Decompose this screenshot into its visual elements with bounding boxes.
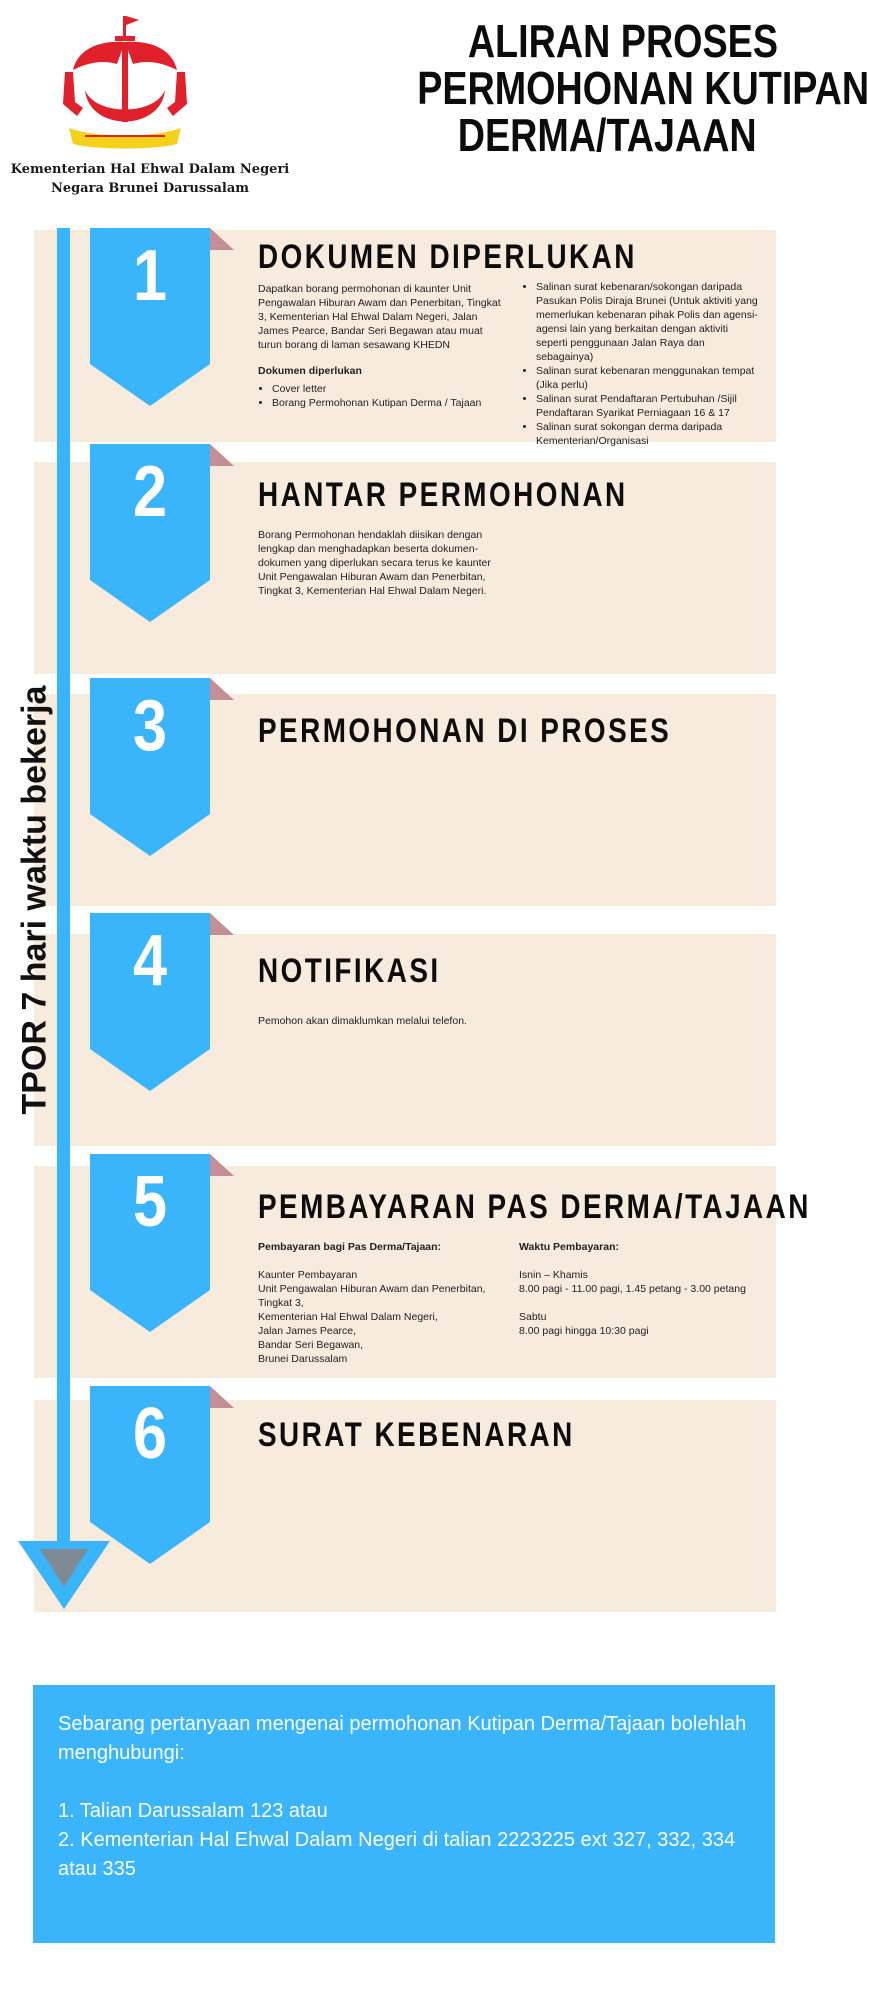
step-1-left-text	[258, 282, 506, 410]
step-4-title: NOTIFIKASI	[258, 952, 441, 990]
timeline-arrow-shaft	[57, 228, 70, 1558]
step-1-docs-right-list	[522, 280, 760, 448]
step-5-right-line: Sabtu	[519, 1311, 547, 1323]
step-6-title: SURAT KEBENARAN	[258, 1416, 575, 1454]
list-item: • Cover letter	[272, 382, 506, 396]
step-5-right-line: 8.00 pagi hingga 10:30 pagi	[519, 1325, 649, 1337]
step-1-fold	[210, 228, 234, 250]
contact-panel	[33, 1685, 775, 1943]
step-1-right-text	[522, 280, 760, 448]
list-item: • Salinan surat kebenaran menggunakan tempat (Jika perlu)	[536, 364, 760, 392]
step-5-fold	[210, 1154, 234, 1176]
step-2-text: Borang Permohonan hendaklah diisikan dengan lengkap dan menghadapkan beserta dokumen-dokumen yang diperlukan secara terus ke kaunter Unit Pengawalan Hiburan Awam dan Penerbitan, Tingkat 3, Kementerian Hal Ehwal Dalam Negeri.	[258, 529, 491, 597]
step-4-marker	[90, 913, 210, 1093]
step-3-marker	[90, 678, 210, 858]
step-2-fold	[210, 444, 234, 466]
list-item: • Salinan surat kebenaran/sokongan daripada Pasukan Polis Diraja Brunei (Untuk aktiviti yang memerlukan kebenaran pihak Polis dan agensi-agensi lain yang berkaitan dengan aktiviti seperti penggunaan Jalan Raya dan sebagainya)	[536, 280, 760, 364]
step-5-right-line: Isnin – Khamis	[519, 1269, 588, 1281]
step-1-number: 1	[132, 236, 168, 316]
contact-line-1: 1. Talian Darussalam 123 atau	[58, 1800, 328, 1822]
national-emblem-logo	[55, 12, 195, 162]
step-4-fold	[210, 913, 234, 935]
step-5-left-heading: Pembayaran bagi Pas Derma/Tajaan:	[258, 1241, 442, 1253]
page-title-line-3: DERMA/TAJAAN	[457, 109, 757, 161]
step-3-number: 3	[132, 686, 168, 766]
step-6-fold	[210, 1386, 234, 1408]
step-1-docs-heading: Dokumen diperlukan	[258, 365, 362, 377]
step-1-marker	[90, 228, 210, 408]
step-5-title: PEMBAYARAN PAS DERMA/TAJAAN	[258, 1188, 811, 1226]
step-3-fold	[210, 678, 234, 700]
ministry-line-1: Kementerian Hal Ehwal Dalam Negeri	[10, 162, 290, 177]
step-5-right-line: 8.00 pagi - 11.00 pagi, 1.45 petang - 3.00 petang	[519, 1283, 746, 1295]
step-4-number: 4	[132, 921, 168, 1001]
step-6-number: 6	[132, 1394, 168, 1474]
step-5-right-text	[519, 1240, 769, 1338]
step-5-left-line: Jalan James Pearce,	[258, 1325, 357, 1337]
step-1-intro: Dapatkan borang permohonan di kaunter Unit Pengawalan Hiburan Awam dan Penerbitan, Tingkat 3, Kementerian Hal Ehwal Dalam Negeri, Jalan James Pearce, Bandar Seri Begawan atau muat turun borang di laman sesawang KHEDN	[258, 283, 501, 351]
list-item: • Salinan surat sokongan derma daripada Kementerian/Organisasi	[536, 420, 760, 448]
page-title-line-1: ALIRAN PROSES	[467, 15, 778, 67]
step-1-title: DOKUMEN DIPERLUKAN	[258, 238, 637, 276]
ministry-name	[10, 160, 290, 198]
step-5-left-text	[258, 1240, 508, 1366]
step-2-number: 2	[132, 452, 168, 532]
ministry-line-2: Negara Brunei Darussalam	[50, 181, 250, 196]
step-2-title: HANTAR PERMOHONAN	[258, 476, 628, 514]
list-item: • Salinan surat Pendaftaran Pertubuhan /Sijil Pendaftaran Syarikat Perniagaan 16 & 17	[536, 392, 760, 420]
list-item: • Borang Permohonan Kutipan Derma / Tajaan	[272, 396, 506, 410]
page-title-line-2: PERMOHONAN KUTIPAN	[417, 62, 869, 114]
step-5-number: 5	[132, 1162, 168, 1242]
contact-intro: Sebarang pertanyaan mengenai permohonan Kutipan Derma/Tajaan bolehlah menghubungi:	[58, 1713, 747, 1764]
step-5-left-line: Brunei Darussalam	[258, 1353, 348, 1365]
step-3-title: PERMOHONAN DI PROSES	[258, 712, 672, 750]
step-5-marker	[90, 1154, 210, 1334]
contact-line-2: 2. Kementerian Hal Ehwal Dalam Negeri di talian 2223225 ext 327, 332, 334 atau 335	[58, 1829, 736, 1880]
step-5-right-heading: Waktu Pembayaran:	[519, 1241, 619, 1253]
contact-text	[58, 1710, 758, 1884]
step-5-left-line: Kementerian Hal Ehwal Dalam Negeri,	[258, 1311, 438, 1323]
step-5-left-line: Kaunter Pembayaran	[258, 1269, 358, 1281]
step-5-left-line: Bandar Seri Begawan,	[258, 1339, 364, 1351]
step-5-left-line: Unit Pengawalan Hiburan Awam dan Penerbitan, Tingkat 3,	[258, 1283, 486, 1309]
step-4-text: Pemohon akan dimaklumkan melalui telefon.	[258, 1015, 467, 1027]
timeline-label: TPOR 7 hari waktu bekerja	[15, 685, 54, 1115]
step-1-docs-list	[258, 382, 506, 410]
page-title	[417, 15, 869, 161]
step-2-marker	[90, 444, 210, 624]
step-6-marker	[90, 1386, 210, 1566]
